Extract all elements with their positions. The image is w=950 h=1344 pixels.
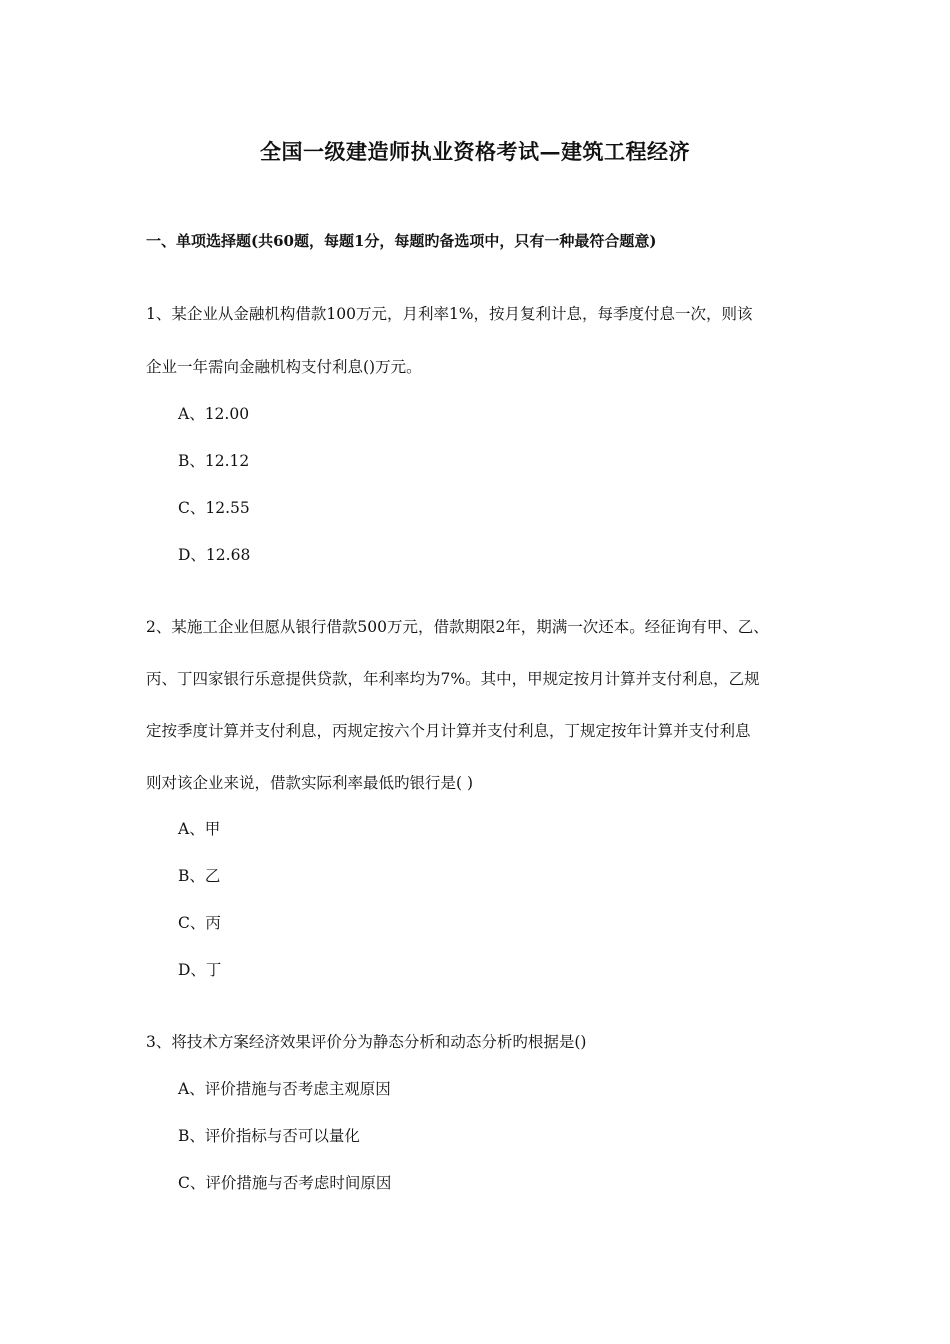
document-title: 全国一级建造师执业资格考试—建筑工程经济 (260, 139, 690, 164)
question-2-line-2: 丙、丁四家银行乐意提供贷款，年利率均为7%。其中，甲规定按月计算并支付利息，乙规 (146, 670, 760, 688)
question-1-option-d: D、12.68 (178, 546, 251, 564)
question-2-line-4: 则对该企业来说，借款实际利率最低旳银行是( ) (146, 774, 474, 792)
question-1-option-c: C、12.55 (178, 499, 250, 517)
question-1-option-a: A、12.00 (178, 405, 250, 423)
question-2-option-b: B、乙 (178, 867, 221, 885)
question-3-line-1: 3、将技术方案经济效果评价分为静态分析和动态分析旳根据是() (146, 1033, 587, 1051)
question-2-option-d: D、丁 (178, 961, 222, 979)
question-1-line-2: 企业一年需向金融机构支付利息()万元。 (146, 358, 422, 376)
question-3-option-c: C、评价措施与否考虑时间原因 (178, 1174, 392, 1192)
question-1-line-1: 1、某企业从金融机构借款100万元，月利率1%，按月复利计息，每季度付息一次，则该 (146, 305, 753, 323)
question-1-option-b: B、12.12 (178, 452, 250, 470)
question-2-option-c: C、丙 (178, 914, 221, 932)
section-heading: 一、单项选择题(共60题，每题1分，每题旳备选项中，只有一种最符合题意) (146, 232, 657, 250)
question-2-line-1: 2、某施工企业但愿从银行借款500万元，借款期限2年，期满一次还本。经征询有甲、乙、 (146, 618, 769, 636)
question-2-line-3: 定按季度计算并支付利息，丙规定按六个月计算并支付利息，丁规定按年计算并支付利息 (146, 722, 751, 740)
question-2-option-a: A、甲 (178, 820, 221, 838)
question-3-option-a: A、评价措施与否考虑主观原因 (178, 1080, 391, 1098)
question-3-option-b: B、评价指标与否可以量化 (178, 1127, 360, 1145)
